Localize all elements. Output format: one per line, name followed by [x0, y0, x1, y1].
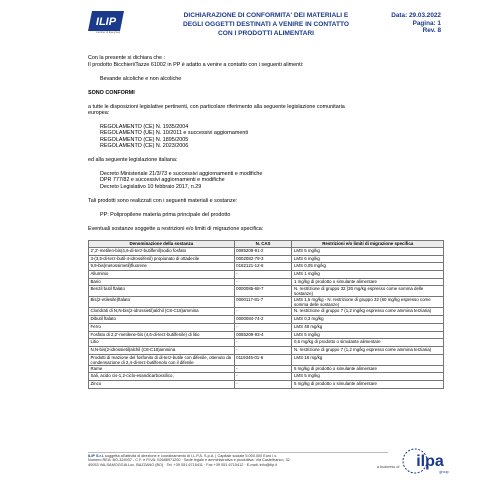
column-header-substance: Denominazione della sostanza: [89, 241, 235, 248]
table-row: Zinco - 5 mg/kg di prodotto o simulante alimentare: [89, 380, 444, 388]
eu-regulation: REGOLAMENTO (UE) N. 10/2011 e successivi aggiornamenti: [100, 130, 249, 136]
partner-caption: a business of: [377, 465, 400, 469]
svg-text:ilpa: ilpa: [416, 453, 444, 470]
italian-regulation: DPR 777/82 e successivi aggiornamenti e modifiche: [100, 177, 225, 183]
footer-divider: [88, 452, 388, 453]
table-row: Bario - 1 mg/kg di prodotto o simulante alimentare: [89, 278, 444, 286]
eu-regulation: REGOLAMENTO (CE) N. 1935/2004: [100, 124, 189, 130]
document-revision: Rev. 8: [422, 27, 441, 35]
restrictions-intro: Eventuali sostanze soggette a restrizioni e/o limiti di migrazione specifica:: [88, 226, 264, 232]
table-row: Benzil butil ftalato 0000085-68-7 N. restrizione di gruppo 32 (30 mg/kg espresso come somma delle sostanze): [89, 286, 444, 297]
migration-limits-table: [88, 240, 444, 389]
company-name: ILIP S.r.l.: [88, 454, 104, 458]
svg-text:group: group: [439, 470, 449, 474]
table-row: Sali, acido cis-1,2-ciclo-esandicarbossilico, - LMS 5 mg/kg: [89, 373, 444, 381]
table-row: Litio - 0,6 mg/kg di prodotto o simulante alimentare: [89, 339, 444, 347]
italian-intro: ed alla seguente legislazione italiana:: [88, 157, 178, 163]
ilpa-group-logo: [400, 446, 452, 476]
document-page: Pagina: 1: [412, 19, 441, 27]
svg-text:ILIP: ILIP: [95, 16, 117, 28]
eu-regulation: REGOLAMENTO (CE) N. 1895/2005: [100, 137, 189, 143]
material-pp: PP: Polipropilene materia prima principale del prodotto: [100, 212, 231, 218]
column-header-cas: N. CAS: [234, 241, 292, 248]
table-row: Rame - 5 mg/kg di prodotto o simulante alimentare: [89, 365, 444, 373]
italian-regulation: Decreto Legislativo 10 febbraio 2017, n.29: [100, 184, 202, 190]
table-row: Dibutil ftalato 0000084-74-2 LMS 0,3 mg/kg: [89, 316, 444, 324]
document-title: DICHIARAZIONE DI CONFORMITA' DEI MATERIALI E DEGLI OGGETTI DESTINATI A VENIRE IN CONTATTO CON I PRODOTTI ALIMENTARI: [182, 12, 350, 38]
conformity-heading: SONO CONFORMI: [88, 90, 135, 96]
food-types: Bevande alcoliche e non alcoliche: [100, 76, 182, 82]
table-row: Bis(2-etilesile)ftalato 0000117-81-7 LMS 1,5 mg/kg - N. restrizione di gruppo 32 (60 mg/kg espresso come somma delle sostanze): [89, 297, 444, 308]
table-row: Fosfato di 2,2'-metilene-bis (4,6-di-terz-butilfenile) di litio 0085209-93-4 LMS 5 mg/kg: [89, 331, 444, 339]
table-row: Cloridrati di N,N-bis(2-idrossietil)alchil (C8-C18)ammina - N. restrizione di gruppo 7 (1,2 mg/kg espresso come ammina terziaria): [89, 308, 444, 316]
document-date: Data: 29.03.2022: [391, 12, 441, 19]
table-row: Prodotti di reazione del fosfonito di di-terz-butile con difenile, ottenuto da condensazione di 2,4-di-terz-butilfenolo con il difenile 0119345-01-6 LMS 18 mg/kg: [89, 354, 444, 365]
materials-intro: Tali prodotti sono realizzati con i seguenti materiali e sostanze:: [88, 198, 238, 204]
italian-regulation: Decreto Ministeriale 21/3/73 e successivi aggiornamenti e modifiche: [100, 171, 263, 177]
table-row: N,N-bis(2-idrossietil)alchil (C8-C18)ammina - N. restrizione di gruppo 7 (1,2 mg/kg espresso come ammina terziaria): [89, 346, 444, 354]
table-row: 3-(3,5-di-terz-butil-4-idrossifenil) propionato di ottadecile 0002082-79-3 LMS 6 mg/kg: [89, 255, 444, 263]
company-footer: ILIP S.r.l. soggetta all'attività di direzione e coordinamento di I.L.P.A. S.p.A. | Capitale sociale 5.000.000 Euro i.v. Numero REA: BO-324937 - C.F. e P.IVA: 02688971200 · Sede legale e amministrativa e produttiva: Via Castelfranco, 32 40053 VALSAMOGGIA Loc. BAZZANO (BO) · Tel: +39 051 6715411 · Fax +39 051 6715412 · E-mail: info@ilip.it: [88, 454, 290, 467]
eu-regulation: REGOLAMENTO (CE) N. 2023/2006: [100, 143, 189, 149]
eu-intro-line-2: europea:: [88, 110, 110, 116]
table-row: 9,9-bis(metossimetil)fluorene 0182121-12-6 LMS 0,05 mg/kg: [89, 263, 444, 271]
table-row: Ferro - LMS 48 mg/kg: [89, 323, 444, 331]
table-row: Alluminio - LMS 1 mg/kg: [89, 271, 444, 279]
intro-line-2: Il prodotto Bicchieri/Tazze 61002 in PP è adatto a venire a contatto con i seguenti alimenti:: [88, 62, 304, 68]
table-row: 2',2'-metilen-bis(4,6-di-terz-butilfenil)sodio fosfato 0085209-91-2 LMS 5 mg/kg: [89, 248, 444, 256]
column-header-limits: Restrizioni e/o limiti di migrazione specifica: [292, 241, 444, 248]
logo-subtitle: member of ilpa group: [95, 31, 121, 34]
table-header-row: [89, 241, 444, 248]
document-meta: [391, 12, 441, 35]
intro-line-1: Con la presente si dichiara che :: [88, 55, 166, 61]
eu-intro-line-1: a tutte le disposizioni legislative pertinenti, con particolare riferimento alla seguente legislazione comunitaria: [88, 104, 345, 110]
